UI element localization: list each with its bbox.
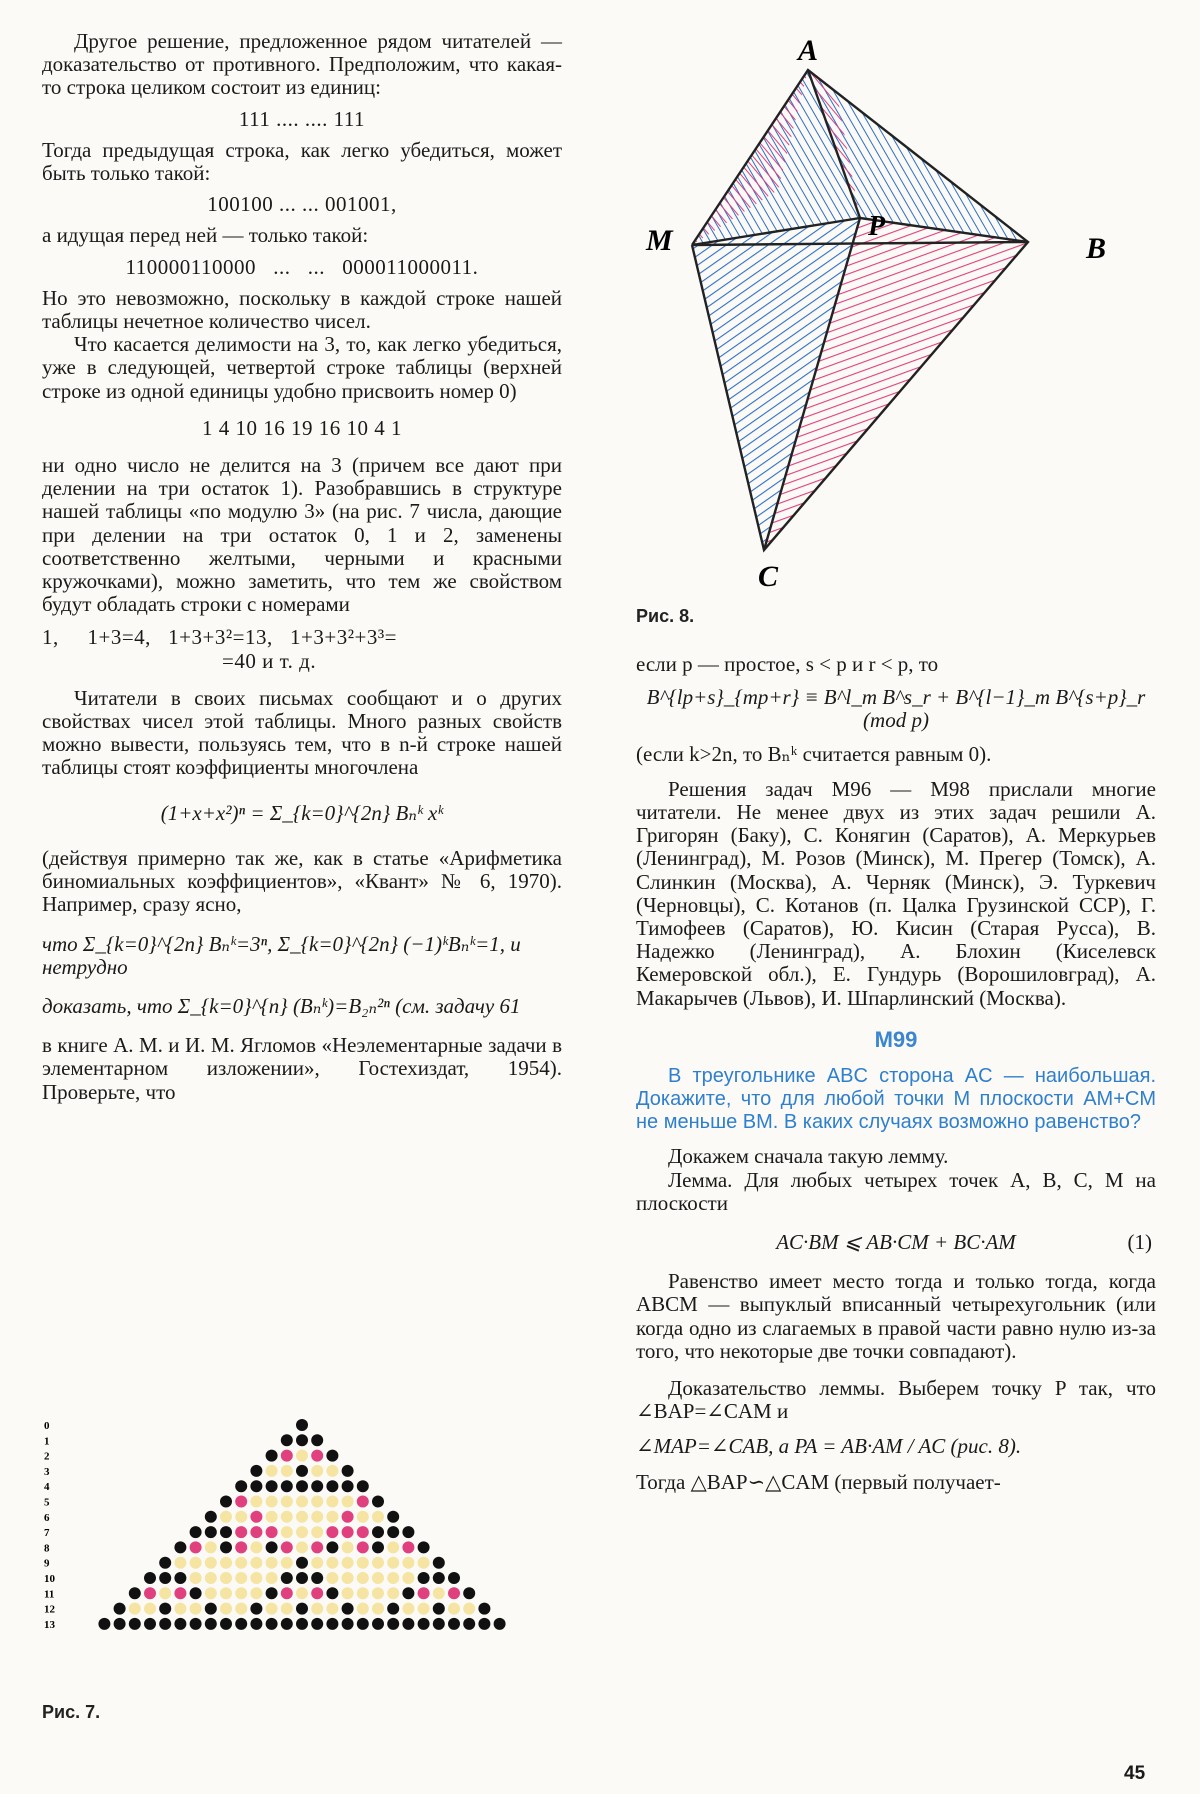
row-label: 2 [44,1450,50,1463]
dot [281,1572,293,1584]
dot [129,1603,141,1615]
dot [159,1572,171,1584]
formula: ∠MAP=∠CAB, а PA = AB·AM / AC (рис. 8). [636,1434,1022,1459]
dot [174,1541,186,1553]
dot [296,1526,308,1538]
row-label: 0 [44,1420,50,1432]
dot [296,1587,308,1599]
dot [372,1526,384,1538]
dot [433,1587,445,1599]
dot [266,1450,278,1462]
dot [372,1618,384,1630]
dot [357,1587,369,1599]
figure-7-triangle [40,1415,580,1705]
dot [448,1587,460,1599]
dot [190,1618,202,1630]
dot [372,1603,384,1615]
dot [296,1419,308,1431]
row-label: 10 [44,1573,55,1585]
row-label: 7 [44,1527,50,1540]
dot [357,1480,369,1492]
dot [372,1541,384,1553]
dot [281,1541,293,1553]
dot [387,1572,399,1584]
dot [220,1526,232,1538]
row-label: 8 [44,1542,50,1555]
number-sequence: =40 и т. д. [222,648,317,673]
dot [342,1480,354,1492]
figure-8-tetrahedron [628,30,1148,590]
dot [357,1572,369,1584]
dot [326,1541,338,1553]
dot [266,1496,278,1508]
dot [281,1496,293,1508]
dot [174,1572,186,1584]
dot [220,1511,232,1523]
dot [235,1587,247,1599]
dot [250,1526,262,1538]
dot [235,1480,247,1492]
dot [402,1587,414,1599]
paragraph: в книге А. М. и И. М. Ягломов «Неэлементарные задачи в элементарном изложении», Гостехиздат, 1954). Проверьте, что [42,1033,562,1104]
dot [448,1618,460,1630]
dot [387,1541,399,1553]
dot [250,1618,262,1630]
dot [326,1526,338,1538]
dot [220,1587,232,1599]
label-B: B [1085,232,1106,265]
label-C: C [757,560,779,590]
dot [342,1541,354,1553]
dot [357,1603,369,1615]
dot [326,1603,338,1615]
dot [205,1557,217,1569]
row-label: 4 [44,1481,50,1494]
dot [266,1526,278,1538]
dot [296,1496,308,1508]
number-sequence: 1, 1+3=4, 1+3+3²=13, 1+3+3²+3³= [42,625,397,650]
paragraph: Тогда △BAP∽△CAM (первый получает- [636,1469,1001,1494]
number-sequence: 110000110000 ... ... 000011000011. [125,254,479,279]
dot [220,1541,232,1553]
paragraph: если p — простое, s < p и r < p, то [636,652,939,676]
dot [129,1587,141,1599]
dot [250,1465,262,1477]
dot [296,1465,308,1477]
dot [418,1618,430,1630]
dot [281,1603,293,1615]
dot [266,1572,278,1584]
dot [159,1587,171,1599]
dot [342,1496,354,1508]
row-label: 11 [44,1588,55,1601]
dot [296,1511,308,1523]
dot [266,1480,278,1492]
dot [250,1541,262,1553]
dot [296,1603,308,1615]
dot [311,1496,323,1508]
dot [357,1511,369,1523]
dot [220,1496,232,1508]
dot [220,1618,232,1630]
formula-number: (1) [1127,1230,1152,1255]
dot [296,1572,308,1584]
formula: доказать, что Σ_{k=0}^{n} (Bₙᵏ)=B₂ₙ²ⁿ (см. задачу 61 [42,993,521,1018]
dot [296,1434,308,1446]
paragraph: (если k>2n, то Bₙᵏ считается равным 0). [636,741,992,766]
dot [205,1587,217,1599]
label-A: A [797,34,819,67]
dot [281,1526,293,1538]
dot [250,1587,262,1599]
dot [418,1603,430,1615]
dot [220,1557,232,1569]
dot [463,1603,475,1615]
dot [372,1587,384,1599]
dot [311,1603,323,1615]
dot [174,1603,186,1615]
dot [281,1511,293,1523]
row-label: 1 [44,1435,50,1448]
dot [296,1618,308,1630]
row-label: 9 [44,1557,50,1570]
dot [235,1618,247,1630]
dot [311,1526,323,1538]
dot [342,1526,354,1538]
dot [387,1526,399,1538]
number-sequence: 100100 ... ... 001001, [207,192,397,217]
figure-7-caption: Рис. 7. [42,1702,101,1722]
dot [418,1557,430,1569]
dot [250,1511,262,1523]
dot [494,1618,506,1630]
dot [250,1480,262,1492]
dot [296,1541,308,1553]
dot [326,1496,338,1508]
dot [205,1572,217,1584]
dot [266,1587,278,1599]
dot [250,1496,262,1508]
dot [372,1496,384,1508]
dot [326,1572,338,1584]
dot [205,1541,217,1553]
dot [144,1587,156,1599]
dot [190,1541,202,1553]
problem-text: В треугольнике ABC сторона AC — наибольшая. Докажите, что для любой точки M плоскости AM+CM не меньше BM. В каких случаях возможно равенство? [636,1065,1156,1133]
dot [114,1603,126,1615]
dot [311,1434,323,1446]
dot [418,1541,430,1553]
formula-row [636,1231,1156,1254]
paragraph: Другое решение, предложенное рядом читателей — доказательство от противного. Предположим, что какая-то строка целиком состоит из единиц: [42,29,562,100]
paragraph: Что касается делимости на 3, то, как легко убедиться, уже в следующей, четвертой строке таблицы (верхней строке из одной единицы удобно присвоить номер 0) [42,332,562,403]
dot [114,1618,126,1630]
dot [326,1557,338,1569]
dot [387,1511,399,1523]
dot [311,1480,323,1492]
paragraph: Но это невозможно, поскольку в каждой строке нашей таблицы нечетное количество чисел. [42,285,562,334]
dot [174,1557,186,1569]
dot [402,1541,414,1553]
paragraph: Тогда предыдущая строка, как легко убедиться, может быть только такой: [42,137,562,186]
dot [311,1541,323,1553]
dot [235,1511,247,1523]
dot [144,1572,156,1584]
dot [205,1603,217,1615]
dot [326,1587,338,1599]
dot [433,1572,445,1584]
dot [463,1587,475,1599]
dot [281,1618,293,1630]
dot [387,1587,399,1599]
dot [266,1511,278,1523]
dot [281,1587,293,1599]
dot [159,1603,171,1615]
dot [402,1557,414,1569]
dot [372,1572,384,1584]
number-sequence: 1 4 10 16 19 16 10 4 1 [202,415,402,440]
dot [311,1572,323,1584]
dot [326,1511,338,1523]
dot [326,1465,338,1477]
dot [357,1541,369,1553]
dot [342,1603,354,1615]
dot [174,1618,186,1630]
dot [281,1465,293,1477]
row-label: 3 [44,1465,50,1478]
dot [357,1557,369,1569]
dot [402,1603,414,1615]
dot [433,1618,445,1630]
dot [159,1557,171,1569]
dot [372,1557,384,1569]
paragraph: ни одно число не делится на 3 (причем все дают при делении на три остаток 1). Разобравшись в структуре нашей таблицы «по модулю 3» (на рис. 7 числа, дающие при делении на три остаток 0, 1 и 2, заменены соответственно желтыми, черными и красными кружочками), можно заметить, что тем же свойством будут обладать строки с номерами [42,453,562,617]
number-sequence: 111 .... .... 111 [238,106,366,131]
dot [190,1603,202,1615]
paragraph: Равенство имеет место тогда и только тогда, когда ABCM — выпуклый вписанный четырехугольник (или когда одно из слагаемых в правой части равно нулю из-за того, что некоторые две точки совпадают). [636,1269,1156,1363]
dot [418,1572,430,1584]
dot [205,1511,217,1523]
dot [220,1603,232,1615]
paragraph: Решения задач M96 — M98 прислали многие читатели. Не менее двух из этих задач решили А. Григорян (Баку), С. Конягин (Саратов), А. Меркурьев (Ленинград), М. Розов (Минск), М. Прегер (Томск), А. Слинкин (Москва), А. Черняк (Минск), Э. Туркевич (Черновцы), С. Котанов (п. Цалка Грузинской ССР), Г. Тимофеев (Саратов), Ю. Кисин (Старая Русса), В. Надежко (Ленинград), А. Блохин (Киселевск Кемеровской обл.), Е. Гундурь (Ворошиловград), А. Макарычев (Львов), И. Шпарлинский (Москва). [636,776,1156,1010]
dot [311,1587,323,1599]
figure-8-caption: Рис. 8. [636,606,695,626]
paragraph: Докажем сначала такую лемму. [668,1144,949,1169]
dot [478,1603,490,1615]
page-number: 45 [1124,1763,1146,1784]
dot [357,1526,369,1538]
dot [418,1587,430,1599]
formula: что Σ_{k=0}^{2n} Bₙᵏ=3ⁿ, Σ_{k=0}^{2n} (−1)ᵏBₙᵏ=1, и нетрудно [42,931,521,979]
row-label: 13 [44,1618,55,1631]
dot [311,1511,323,1523]
dot [296,1480,308,1492]
dot [326,1618,338,1630]
formula: B^{lp+s}_{mp+r} ≡ B^l_m B^s_r + B^{l−1}_m B^{s+p}_r (mod p) [646,685,1146,733]
dot [342,1587,354,1599]
dot [326,1480,338,1492]
dot [250,1572,262,1584]
paragraph: Доказательство леммы. Выберем точку P так, что ∠BAP=∠CAM и [636,1376,1156,1424]
dot [311,1618,323,1630]
right-column [636,653,1156,1494]
paragraph: Лемма. Для любых четырех точек A, B, C, M на плоскости [636,1167,1156,1215]
left-column [42,30,562,1104]
dot [281,1434,293,1446]
dot [281,1557,293,1569]
dot [296,1557,308,1569]
dot [478,1618,490,1630]
dot [448,1572,460,1584]
dot [205,1526,217,1538]
dot [433,1557,445,1569]
dot [342,1465,354,1477]
dot [463,1618,475,1630]
dot [342,1572,354,1584]
dot [357,1496,369,1508]
dot [174,1587,186,1599]
dot [387,1618,399,1630]
paragraph: (действуя примерно так же, как в статье «Арифметика биномиальных коэффициентов», «Квант» № 6, 1970). Например, сразу ясно, [42,845,562,917]
dot [402,1618,414,1630]
dot [266,1603,278,1615]
paragraph: а идущая перед ней — только такой: [42,223,369,248]
dot [342,1511,354,1523]
dot [190,1587,202,1599]
dot [235,1496,247,1508]
dot [281,1450,293,1462]
dot [266,1618,278,1630]
dot [433,1603,445,1615]
dot [342,1557,354,1569]
dot [235,1603,247,1615]
dot [266,1541,278,1553]
dot [448,1603,460,1615]
dot [144,1603,156,1615]
dot [235,1541,247,1553]
label-P: P [868,211,886,242]
dot [235,1526,247,1538]
dot [266,1557,278,1569]
dot [326,1450,338,1462]
label-M: M [646,224,673,257]
dot [159,1618,171,1630]
dot [311,1465,323,1477]
dot [250,1603,262,1615]
row-label: 12 [44,1603,55,1616]
dot [205,1618,217,1630]
problem-title: M99 [874,1026,918,1052]
dot [342,1618,354,1630]
dot [98,1618,110,1630]
dot [235,1572,247,1584]
dot [190,1557,202,1569]
dot [402,1572,414,1584]
dot [357,1618,369,1630]
dot [372,1511,384,1523]
dot [296,1450,308,1462]
formula: AC·BM ⩽ AB·CM + BC·AM [776,1230,1016,1255]
dot [190,1526,202,1538]
dot [387,1603,399,1615]
dot [266,1465,278,1477]
dot [311,1557,323,1569]
row-label: 6 [44,1511,50,1524]
paragraph: Читатели в своих письмах сообщают и о других свойствах чисел этой таблицы. Много разных свойств можно вывести, пользуясь тем, что в n-й строке нашей таблицы стоят коэффициенты многочлена [42,685,562,780]
dot [144,1618,156,1630]
dot [220,1572,232,1584]
dot [311,1450,323,1462]
dot [250,1557,262,1569]
dot [235,1557,247,1569]
dot [387,1557,399,1569]
dot [190,1572,202,1584]
dot [402,1526,414,1538]
row-label: 5 [44,1496,50,1509]
formula: (1+x+x²)ⁿ = Σ_{k=0}^{2n} Bₙᵏ xᵏ [160,800,444,825]
dot [129,1618,141,1630]
dot [281,1480,293,1492]
